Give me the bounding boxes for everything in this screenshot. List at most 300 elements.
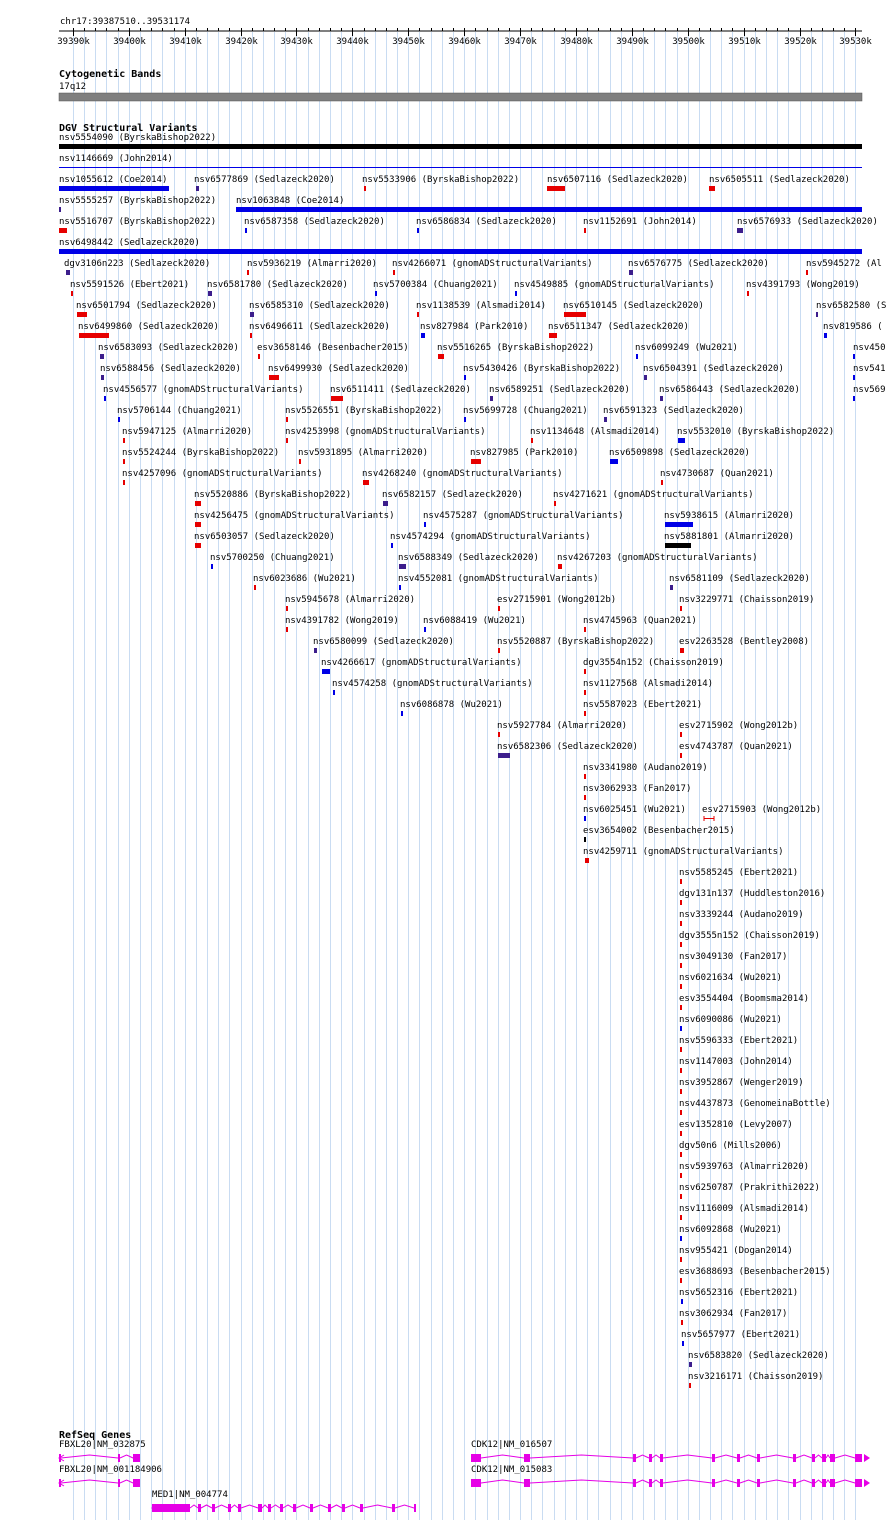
- variant-label: nsv5700250 (Chuang2021): [210, 553, 335, 563]
- variant-feature[interactable]: [437, 343, 594, 359]
- variant-feature[interactable]: [806, 259, 882, 275]
- variant-bar[interactable]: [584, 627, 586, 632]
- variant-bar[interactable]: [853, 375, 855, 380]
- variant-label: nsv827984 (Park2010): [420, 322, 529, 332]
- variant-bar[interactable]: [636, 354, 638, 359]
- variant-bar[interactable]: [333, 690, 335, 695]
- variant-bar[interactable]: [424, 522, 426, 527]
- variant-feature[interactable]: [332, 679, 532, 695]
- variant-bar[interactable]: [554, 501, 556, 506]
- variant-feature[interactable]: [244, 217, 385, 233]
- variant-bar[interactable]: [549, 333, 557, 338]
- variant-bar[interactable]: [123, 459, 125, 464]
- variant-bar[interactable]: [59, 186, 169, 191]
- variant-label: nsv3339244 (Audano2019): [679, 910, 804, 920]
- variant-label: nsv3062933 (Fan2017): [583, 784, 692, 794]
- variant-bar[interactable]: [364, 186, 366, 191]
- variant-bar[interactable]: [547, 186, 565, 191]
- variant-bar[interactable]: [680, 1131, 682, 1136]
- variant-label: nsv6025451 (Wu2021): [583, 805, 686, 815]
- variant-label: nsv6250787 (Prakrithi2022): [679, 1183, 820, 1193]
- variant-bar[interactable]: [250, 312, 254, 317]
- variant-bar[interactable]: [680, 984, 682, 989]
- gene-exon: [258, 1504, 262, 1512]
- variant-feature[interactable]: [679, 910, 804, 926]
- variant-label: nsv1116009 (Alsmadi2014): [679, 1204, 810, 1214]
- variant-feature[interactable]: [853, 385, 886, 401]
- variant-label: nsv6582306 (Sedlazeck2020): [497, 742, 638, 752]
- variant-feature[interactable]: [583, 826, 735, 842]
- variant-feature[interactable]: [100, 364, 241, 380]
- variant-label: nsv5596333 (Ebert2021): [679, 1036, 799, 1046]
- variant-bar[interactable]: [680, 1236, 682, 1241]
- variant-feature[interactable]: [679, 721, 798, 737]
- variant-label: nsv6585310 (Sedlazeck2020): [249, 301, 390, 311]
- variant-bar[interactable]: [399, 564, 406, 569]
- gene-exon: [198, 1504, 201, 1512]
- variant-bar[interactable]: [331, 396, 343, 401]
- variant-feature[interactable]: [583, 679, 713, 695]
- variant-bar[interactable]: [66, 270, 70, 275]
- variant-bar[interactable]: [680, 1215, 682, 1220]
- variant-feature[interactable]: [563, 301, 704, 317]
- variant-bar[interactable]: [824, 333, 827, 338]
- variant-feature[interactable]: [285, 427, 485, 443]
- variant-bar[interactable]: [680, 963, 682, 968]
- variant-bar[interactable]: [515, 291, 517, 296]
- variant-label: nsv5700384 (Chuang2021): [373, 280, 498, 290]
- cytoband-bar[interactable]: [59, 93, 862, 101]
- variant-bar[interactable]: [314, 648, 317, 653]
- variant-bar[interactable]: [584, 816, 586, 821]
- variant-bar[interactable]: [806, 270, 808, 275]
- variant-feature[interactable]: [679, 742, 793, 758]
- variant-bar[interactable]: [680, 1278, 682, 1283]
- variant-feature[interactable]: [816, 301, 886, 317]
- gene-model[interactable]: [471, 1465, 870, 1487]
- variant-feature[interactable]: [679, 889, 825, 905]
- gene-intron: [363, 1505, 392, 1508]
- variant-bar[interactable]: [680, 1068, 682, 1073]
- variant-bar[interactable]: [286, 438, 288, 443]
- variant-bar[interactable]: [680, 1152, 682, 1157]
- variant-feature[interactable]: [679, 1057, 793, 1073]
- variant-feature[interactable]: [702, 805, 821, 821]
- gene-intron: [796, 1480, 812, 1483]
- variant-bar[interactable]: [680, 1047, 682, 1052]
- variant-bar[interactable]: [77, 312, 87, 317]
- variant-feature[interactable]: [746, 280, 860, 296]
- variant-label: nsv5939763 (Almarri2020): [679, 1162, 810, 1172]
- variant-bar[interactable]: [363, 480, 369, 485]
- variant-bar[interactable]: [680, 1194, 682, 1199]
- variant-feature[interactable]: [59, 154, 862, 168]
- gene-intron: [740, 1480, 757, 1483]
- variant-feature[interactable]: [547, 175, 688, 191]
- variant-bar[interactable]: [660, 396, 663, 401]
- variant-label: nsv5532010 (ByrskaBishop2022): [677, 427, 835, 437]
- variant-bar[interactable]: [375, 291, 377, 296]
- variant-bar[interactable]: [816, 312, 818, 317]
- gene-model[interactable]: [59, 1465, 162, 1487]
- variant-bar[interactable]: [490, 396, 493, 401]
- variant-bar[interactable]: [680, 921, 682, 926]
- variant-feature[interactable]: [59, 196, 216, 212]
- variant-feature[interactable]: [489, 385, 630, 401]
- ruler[interactable]: [57, 17, 872, 47]
- gene-exon: [293, 1504, 296, 1512]
- variant-bar[interactable]: [853, 396, 855, 401]
- variant-bar[interactable]: [196, 186, 199, 191]
- variant-feature[interactable]: [268, 364, 409, 380]
- variant-feature[interactable]: [64, 259, 210, 275]
- variant-feature[interactable]: [737, 217, 878, 233]
- variant-bar[interactable]: [59, 249, 862, 254]
- variant-feature[interactable]: [247, 259, 377, 275]
- variant-feature[interactable]: [98, 343, 239, 359]
- variant-feature[interactable]: [853, 364, 886, 380]
- variant-bar[interactable]: [680, 1026, 682, 1031]
- variant-bar[interactable]: [680, 606, 682, 611]
- variant-feature[interactable]: [416, 217, 557, 233]
- ruler-tick-label: 39500k: [672, 37, 705, 47]
- variant-feature[interactable]: [194, 532, 335, 548]
- variant-label: esv2715901 (Wong2012b): [497, 595, 617, 605]
- variant-feature[interactable]: [117, 406, 242, 422]
- variant-feature[interactable]: [390, 532, 590, 548]
- gene-label: MED1|NM_004774: [152, 1490, 228, 1500]
- variant-bar[interactable]: [421, 333, 425, 338]
- variant-bar[interactable]: [610, 459, 618, 464]
- variant-label: nsv6576775 (Sedlazeck2020): [628, 259, 769, 269]
- variant-feature[interactable]: [210, 553, 335, 569]
- variant-label: nsv6582157 (Sedlazeck2020): [382, 490, 523, 500]
- variant-bar[interactable]: [104, 396, 106, 401]
- variant-feature[interactable]: [679, 868, 798, 884]
- variant-feature[interactable]: [59, 175, 169, 191]
- variant-feature[interactable]: [514, 280, 714, 296]
- variant-bar[interactable]: [286, 627, 288, 632]
- variant-feature[interactable]: [709, 175, 850, 191]
- refseq-track-title: RefSeq Genes: [59, 1430, 132, 1441]
- variant-bar[interactable]: [438, 354, 444, 359]
- gene-model[interactable]: [152, 1490, 416, 1512]
- variant-bar[interactable]: [604, 417, 607, 422]
- variant-bar[interactable]: [471, 459, 481, 464]
- variant-bar[interactable]: [747, 291, 749, 296]
- variant-bar[interactable]: [399, 585, 401, 590]
- variant-feature[interactable]: [583, 784, 691, 800]
- variant-label: nsv4730687 (Quan2021): [660, 469, 774, 479]
- variant-bar[interactable]: [286, 606, 288, 611]
- variant-bar[interactable]: [680, 1257, 682, 1262]
- variant-feature[interactable]: [207, 280, 348, 296]
- variant-feature[interactable]: [362, 175, 519, 191]
- variant-feature[interactable]: [321, 658, 521, 674]
- variant-feature[interactable]: [416, 301, 546, 317]
- variant-label: nsv5587023 (Ebert2021): [583, 700, 703, 710]
- variant-bar[interactable]: [118, 417, 120, 422]
- variant-bar[interactable]: [680, 942, 682, 947]
- variant-bar[interactable]: [464, 375, 466, 380]
- variant-bar[interactable]: [564, 312, 586, 317]
- variant-feature[interactable]: [362, 469, 562, 485]
- variant-bar[interactable]: [417, 228, 419, 233]
- variant-feature[interactable]: [664, 511, 794, 527]
- ruler-tick-label: 39510k: [728, 37, 761, 47]
- variant-bar[interactable]: [853, 354, 855, 359]
- gene-exon: [471, 1454, 481, 1462]
- variant-bar[interactable]: [680, 900, 682, 905]
- variant-bar[interactable]: [401, 711, 403, 716]
- variant-feature[interactable]: [392, 259, 592, 275]
- variant-feature[interactable]: [679, 1078, 804, 1094]
- variant-bar[interactable]: [258, 354, 260, 359]
- variant-feature[interactable]: [679, 1309, 787, 1325]
- variant-bar[interactable]: [644, 375, 647, 380]
- gene-exon: [118, 1479, 120, 1487]
- variant-feature[interactable]: [583, 847, 783, 863]
- gene-intron: [120, 1455, 133, 1458]
- variant-bar[interactable]: [680, 648, 684, 653]
- variant-bar[interactable]: [498, 648, 500, 653]
- variant-feature[interactable]: [643, 364, 784, 380]
- ruler-tick-label: 39420k: [225, 37, 258, 47]
- dgv-track-title: DGV Structural Variants: [59, 123, 198, 134]
- gene-intron: [815, 1455, 822, 1458]
- variant-feature[interactable]: [823, 322, 883, 338]
- variant-bar[interactable]: [498, 606, 500, 611]
- variant-bar[interactable]: [498, 753, 510, 758]
- variant-bar[interactable]: [681, 1320, 683, 1325]
- variant-bar[interactable]: [71, 291, 73, 296]
- variant-feature[interactable]: [583, 700, 702, 716]
- gene-model[interactable]: [471, 1440, 870, 1462]
- cytoband-label: 17q12: [59, 82, 87, 92]
- variant-feature[interactable]: [470, 448, 578, 464]
- variant-bar[interactable]: [689, 1383, 691, 1388]
- variant-bar[interactable]: [584, 837, 586, 842]
- variant-label: nsv5516265 (ByrskaBishop2022): [437, 343, 595, 353]
- variant-bar[interactable]: [680, 732, 682, 737]
- variant-bar[interactable]: [498, 732, 500, 737]
- variant-feature[interactable]: [664, 532, 794, 548]
- gene-model[interactable]: [59, 1440, 146, 1462]
- variant-bar[interactable]: [680, 753, 682, 758]
- variant-bar[interactable]: [704, 818, 714, 819]
- variant-bar[interactable]: [584, 711, 586, 716]
- variant-feature[interactable]: [330, 385, 471, 401]
- variant-feature[interactable]: [679, 1183, 820, 1199]
- variant-bar[interactable]: [322, 669, 330, 674]
- variant-label: dgv50n6 (Mills2006): [679, 1141, 782, 1151]
- variant-label: nsv5520887 (ByrskaBishop2022): [497, 637, 655, 647]
- gene-label: FBXL20|NM_032875: [59, 1440, 146, 1450]
- variant-feature[interactable]: [253, 574, 356, 590]
- variant-bar[interactable]: [424, 627, 426, 632]
- variant-feature[interactable]: [76, 301, 217, 317]
- variant-bar[interactable]: [680, 1110, 682, 1115]
- variant-bar[interactable]: [681, 1299, 683, 1304]
- variant-label: dgv3554n152 (Chaisson2019): [583, 658, 724, 668]
- variant-feature[interactable]: [548, 322, 689, 338]
- variant-bar[interactable]: [464, 417, 466, 422]
- variant-feature[interactable]: [463, 364, 620, 380]
- variant-feature[interactable]: [603, 406, 744, 422]
- variant-feature[interactable]: [679, 952, 787, 968]
- ruler-ticks: [74, 28, 856, 36]
- variant-feature[interactable]: [679, 1288, 798, 1304]
- variant-feature[interactable]: [382, 490, 523, 506]
- variant-bar[interactable]: [79, 333, 109, 338]
- variant-bar[interactable]: [661, 480, 663, 485]
- variant-bar[interactable]: [682, 1341, 684, 1346]
- variant-feature[interactable]: [609, 448, 750, 464]
- variant-label: nsv1063848 (Coe2014): [236, 196, 345, 206]
- variant-bar[interactable]: [383, 501, 388, 506]
- variant-bar[interactable]: [123, 480, 125, 485]
- variant-bar[interactable]: [417, 312, 419, 317]
- variant-feature[interactable]: [679, 1246, 793, 1262]
- variant-feature[interactable]: [583, 616, 697, 632]
- variant-bar[interactable]: [250, 333, 252, 338]
- variant-bar[interactable]: [59, 207, 61, 212]
- variant-feature[interactable]: [257, 343, 409, 359]
- variant-feature[interactable]: [122, 427, 252, 443]
- variant-label: nsv6586834 (Sedlazeck2020): [416, 217, 557, 227]
- variant-bar[interactable]: [391, 543, 393, 548]
- variant-feature[interactable]: [679, 1267, 831, 1283]
- variant-bar[interactable]: [665, 522, 693, 527]
- variant-bar[interactable]: [737, 228, 743, 233]
- variant-bar[interactable]: [558, 564, 562, 569]
- variant-feature[interactable]: [373, 280, 498, 296]
- variant-feature[interactable]: [194, 490, 351, 506]
- variant-bar[interactable]: [680, 1173, 682, 1178]
- variant-feature[interactable]: [583, 658, 724, 674]
- variant-bar[interactable]: [670, 585, 673, 590]
- variant-feature[interactable]: [635, 343, 738, 359]
- variant-feature[interactable]: [553, 490, 753, 506]
- variant-feature[interactable]: [679, 1099, 831, 1115]
- variant-bar[interactable]: [208, 291, 212, 296]
- variant-feature[interactable]: [679, 931, 820, 947]
- variant-bar[interactable]: [59, 144, 862, 149]
- gene-intron: [652, 1455, 660, 1458]
- variant-label: nsv5931895 (Almarri2020): [298, 448, 429, 458]
- variant-bar[interactable]: [247, 270, 249, 275]
- variant-bar[interactable]: [59, 228, 67, 233]
- variant-bar[interactable]: [584, 690, 586, 695]
- variant-bar[interactable]: [680, 879, 682, 884]
- variant-bar[interactable]: [236, 207, 862, 212]
- variant-bar[interactable]: [584, 669, 586, 674]
- variant-feature[interactable]: [497, 721, 627, 737]
- variant-bar[interactable]: [584, 774, 586, 779]
- gene-exon: [649, 1454, 652, 1462]
- gene-exon: [212, 1504, 215, 1512]
- variant-bar[interactable]: [286, 417, 288, 422]
- variant-label: nsv6591323 (Sedlazeck2020): [603, 406, 744, 416]
- variant-feature[interactable]: [681, 1330, 800, 1346]
- variant-bar[interactable]: [665, 543, 691, 548]
- ruler-tick-label: 39390k: [57, 37, 90, 47]
- variant-label: nsv4552081 (gnomADStructuralVariants): [398, 574, 599, 584]
- variant-bar[interactable]: [254, 585, 256, 590]
- variant-bar[interactable]: [531, 438, 533, 443]
- variant-bar[interactable]: [584, 795, 586, 800]
- variant-bar[interactable]: [629, 270, 633, 275]
- variant-feature[interactable]: [679, 1120, 793, 1136]
- variant-bar[interactable]: [680, 1089, 682, 1094]
- variant-label: nsv5945678 (Almarri2020): [285, 595, 416, 605]
- variant-bar[interactable]: [680, 1005, 682, 1010]
- variant-feature[interactable]: [688, 1351, 829, 1367]
- variant-feature[interactable]: [78, 322, 219, 338]
- variant-bar[interactable]: [195, 543, 201, 548]
- variant-label: nsv5585245 (Ebert2021): [679, 868, 799, 878]
- variant-feature[interactable]: [423, 616, 526, 632]
- variant-label: nsv6023686 (Wu2021): [253, 574, 356, 584]
- variant-bar[interactable]: [678, 438, 685, 443]
- gene-exon: [855, 1479, 862, 1487]
- variant-feature[interactable]: [659, 385, 800, 401]
- variant-bar[interactable]: [709, 186, 715, 191]
- variant-feature[interactable]: [628, 259, 769, 275]
- variant-bar[interactable]: [195, 522, 201, 527]
- variant-bar[interactable]: [195, 501, 201, 506]
- variant-feature[interactable]: [497, 742, 638, 758]
- variant-bar[interactable]: [211, 564, 213, 569]
- variant-feature[interactable]: [679, 1036, 798, 1052]
- variant-bar[interactable]: [393, 270, 395, 275]
- variant-bar[interactable]: [689, 1362, 692, 1367]
- variant-bar[interactable]: [585, 858, 589, 863]
- gene-intron: [283, 1505, 293, 1508]
- gene-intron: [262, 1505, 268, 1508]
- variant-feature[interactable]: [285, 595, 415, 611]
- variant-feature[interactable]: [122, 448, 279, 464]
- variant-label: nsv5533906 (ByrskaBishop2022): [362, 175, 520, 185]
- variant-bar[interactable]: [299, 459, 301, 464]
- variant-feature[interactable]: [59, 217, 216, 233]
- variant-bar[interactable]: [123, 438, 125, 443]
- variant-label: nsv6499860 (Sedlazeck2020): [78, 322, 219, 332]
- variant-feature[interactable]: [853, 343, 886, 359]
- variant-bar[interactable]: [59, 167, 862, 168]
- variant-bar[interactable]: [584, 228, 586, 233]
- variant-bar[interactable]: [101, 375, 104, 380]
- variant-bar[interactable]: [100, 354, 104, 359]
- variant-feature[interactable]: [583, 217, 697, 233]
- variant-bar[interactable]: [245, 228, 247, 233]
- variant-feature[interactable]: [194, 175, 335, 191]
- variant-label: nsv5520886 (ByrskaBishop2022): [194, 490, 352, 500]
- variant-feature[interactable]: [59, 133, 862, 149]
- variant-feature[interactable]: [463, 406, 588, 422]
- variant-feature[interactable]: [59, 238, 862, 254]
- variant-feature[interactable]: [122, 469, 322, 485]
- variant-feature[interactable]: [313, 637, 454, 653]
- variant-label: nsv5652316 (Ebert2021): [679, 1288, 799, 1298]
- variant-feature[interactable]: [103, 385, 303, 401]
- variant-bar[interactable]: [269, 375, 279, 380]
- variant-label: esv3688693 (Besenbacher2015): [679, 1267, 831, 1277]
- variant-feature[interactable]: [236, 196, 862, 212]
- variant-feature[interactable]: [530, 427, 660, 443]
- variant-feature[interactable]: [420, 322, 528, 338]
- gene-intron: [652, 1480, 660, 1483]
